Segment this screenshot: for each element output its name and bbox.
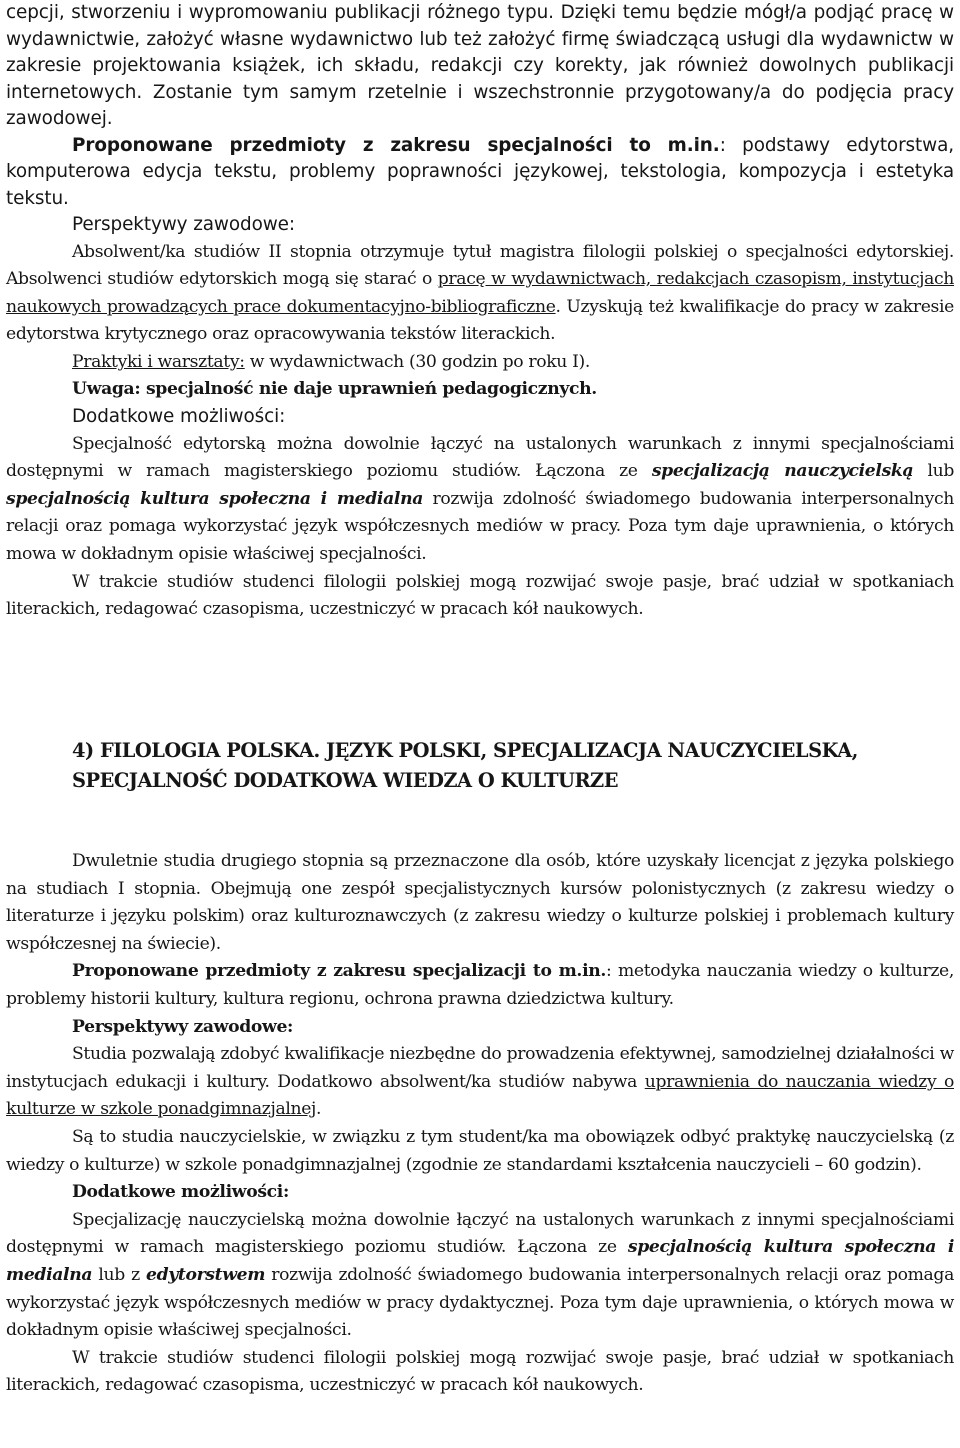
- section1-extra-label: Dodatkowe możliwości:: [72, 406, 286, 428]
- section1-practice-label: Praktyki i warsztaty:: [72, 351, 245, 372]
- section2-heading-line2: SPECJALNOŚĆ DODATKOWA WIEDZA O KULTURZE: [72, 769, 618, 792]
- section1-note: Uwaga: specjalność nie daje uprawnień pedagogicznych.: [72, 379, 597, 400]
- section2-heading-line1: [6, 736, 954, 766]
- section2-title-1: FILOLOGIA POLSKA. JĘZYK POLSKI, SPECJALIZACJA NAUCZYCIELSKA,: [99, 739, 858, 762]
- section1-perspectives: [6, 239, 954, 349]
- section1-extra-mid: lub: [913, 461, 954, 482]
- section1: [6, 0, 954, 624]
- section2-perspectives-link: uprawnienia do nauczania wiedzy o kulturze w szkole ponadgimnazjalnej: [6, 1071, 954, 1120]
- section2-subjects-text: : metodyka nauczania wiedzy o kulturze, problemy historii kultury, kultura regionu, ochrona prawna dziedzictwa kultury.: [6, 961, 954, 1009]
- section2-heading: [6, 736, 954, 796]
- section2-subjects-label: Proponowane przedmioty z zakresu specjalizacji to m.in.: [72, 961, 607, 982]
- section2-perspectives: [6, 1041, 954, 1124]
- section1-extra-spec1: specjalizacją nauczycielską: [651, 461, 914, 482]
- section2-closing: W trakcie studiów studenci filologii polskiej mogą rozwijać swoje pasje, brać udział w spotkaniach literackich, redagować czasopisma, uczestniczyć w pracach kół naukowych.: [6, 1347, 954, 1396]
- section1-perspectives-p2: . Uzyskują też kwalifikacje do pracy w zakresie edytorstwa krytycznego oraz opracowywania tekstów literackich.: [6, 296, 954, 345]
- section1-extra-p1: Specjalność edytorską można dowolnie łączyć na ustalonych warunkach z innymi specjalnościami dostępnymi w ramach magisterskiego poziomu studiów. Łączona ze: [6, 433, 954, 482]
- section1-perspectives-link: pracę w wydawnictwach, redakcjach czasopism, instytucjach naukowych prowadzących prace dokumentacyjno-bibliograficzne: [6, 269, 955, 317]
- section2-perspectives-p2: .: [316, 1099, 322, 1120]
- section2-intro: Dwuletnie studia drugiego stopnia są przeznaczone dla osób, które uzyskały licencjat z języka polskiego na studiach I stopnia. Obejmują one zespół specjalistycznych kursów polonistycznych (z zakresu wiedzy o literaturze i języku polskim) oraz kulturoznawczych (z zakresu wiedzy o kulturze polskiej i problemach kultury współczesnej na świecie).: [6, 851, 954, 954]
- section1-extra-spec2: specjalnością kultura społeczna i medialna: [6, 488, 424, 509]
- section2-extra-mid: lub z: [92, 1264, 146, 1285]
- section1-extra: [6, 431, 954, 569]
- section1-practice-text: w wydawnictwach (30 godzin po roku I).: [244, 351, 591, 372]
- section2-perspectives-label: Perspektywy zawodowe:: [72, 1016, 294, 1037]
- section2-body: [6, 848, 954, 1400]
- section1-subjects-text: : podstawy edytorstwa, komputerowa edycja tekstu, problemy poprawności językowej, tekstologia, kompozycja i estetyka tekstu.: [6, 134, 954, 209]
- section1-closing: W trakcie studiów studenci filologii polskiej mogą rozwijać swoje pasje, brać udział w spotkaniach literackich, redagować czasopisma, uczestniczyć w pracach kół naukowych.: [6, 571, 954, 620]
- section2-extra-label: Dodatkowe możliwości:: [72, 1182, 289, 1203]
- section2-perspectives-p1: Studia pozwalają zdobyć kwalifikacje niezbędne do prowadzenia efektywnej, samodzielnej działalności w instytucjach edukacji i kultury. Dodatkowo absolwent/ka studiów nabywa: [6, 1044, 954, 1092]
- section1-intro: cepcji, stworzeniu i wypromowaniu publikacji różnego typu. Dzięki temu będzie mógł/a podjąć pracę w wydawnictwie, założyć własne wydawnictwo lub też założyć firmę świadczącą usługi dla wydawnictw w zakresie projektowania książek, ich składu, redakcji czy korekty, jak również dowolnych publikacji internetowych. Zostanie tym samym rzetelnie i wszechstronnie przygotowany/a do podjęcia pracy zawodowej.: [6, 2, 954, 129]
- section1-subjects-label: Proponowane przedmioty z zakresu specjalności to m.in.: [72, 134, 720, 156]
- section1-perspectives-p1: Absolwent/ka studiów II stopnia otrzymuje tytuł magistra filologii polskiej o specjalności edytorskiej. Absolwenci studiów edytorskich mogą się starać o: [6, 241, 954, 290]
- section1-subjects: [6, 133, 954, 213]
- section2-teaching: Są to studia nauczycielskie, w związku z tym student/ka ma obowiązek odbyć praktykę nauczycielską (z wiedzy o kulturze) w szkole ponadgimnazjalnej (zgodnie ze standardami kształcenia nauczycieli – 60 godzin).: [6, 1126, 954, 1175]
- section2-extra-p1: Specjalizację nauczycielską można dowolnie łączyć na ustalonych warunkach z innymi specjalnościami dostępnymi w ramach magisterskiego poziomu studiów. Łączona ze: [6, 1209, 954, 1258]
- section1-perspectives-label: Perspektywy zawodowe:: [72, 214, 295, 235]
- section2-number: 4): [72, 739, 94, 762]
- section1-practice: [6, 349, 954, 377]
- section2-extra-spec2: edytorstwem: [146, 1264, 266, 1285]
- section2-extra: [6, 1207, 954, 1345]
- section2-extra-p2: rozwija zdolność świadomego budowania interpersonalnych relacji oraz pomaga wykorzystać język współczesnych mediów w pracy dydaktycznej. Poza tym daje uprawnienia, o których mowa w dokładnym opisie właściwej specjalności.: [6, 1264, 954, 1341]
- section2-extra-spec1: specjalnością kultura społeczna i medialna: [6, 1237, 954, 1285]
- section1-extra-p2: rozwija zdolność świadomego budowania interpersonalnych relacji oraz pomaga wykorzystać język współczesnych mediów w pracy. Poza tym daje uprawnienia, o których mowa w dokładnym opisie właściwej specjalności.: [6, 488, 954, 564]
- section2-subjects: [6, 958, 954, 1013]
